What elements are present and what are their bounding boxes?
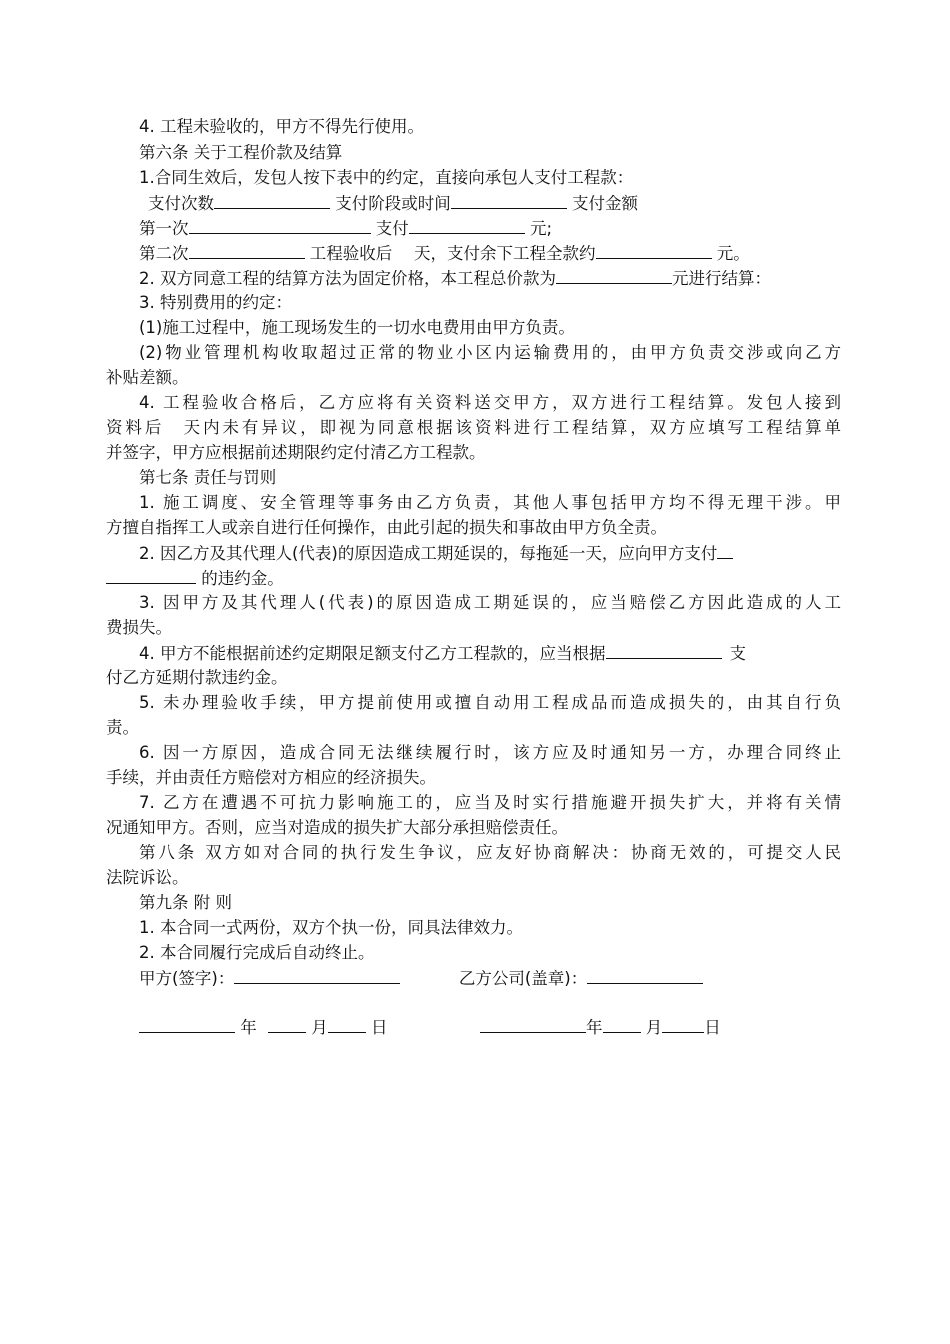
clause-line: (2)物业管理机构收取超过正常的物业小区内运输费用的，由甲方负责交涉或向乙方: [139, 343, 841, 362]
fill-blank[interactable]: [717, 541, 733, 559]
date-year-field[interactable]: [480, 1015, 586, 1033]
fill-blank[interactable]: [451, 191, 567, 209]
clause-line: 法院诉讼。: [106, 868, 189, 887]
clause-line: 方擅自指挥工人或亲自进行任何操作，由此引起的损失和事故由甲方负全责。: [106, 518, 667, 537]
date-line: [106, 1015, 841, 1040]
fill-blank[interactable]: [106, 566, 196, 584]
row-label: 元;: [530, 219, 553, 238]
col-label: 支付阶段或时间: [335, 194, 451, 213]
clause-line: 3. 特别费用的约定：: [139, 293, 292, 312]
clause-line: 补贴差额。: [106, 368, 189, 387]
date-month-field[interactable]: [268, 1015, 306, 1033]
clause-line: [106, 566, 841, 591]
clause-line: 责。: [106, 718, 139, 737]
clause-text: 2. 因乙方及其代理人(代表)的原因造成工期延误的，每拖延一天，应向甲方支付: [139, 544, 718, 563]
clause-line: 况通知甲方。否则，应当对造成的损失扩大部分承担赔偿责任。: [106, 818, 568, 837]
clause-line: [106, 541, 841, 566]
clause-line: 4. 工程验收合格后，乙方应将有关资料送交甲方，双方进行工程结算。发包人接到: [139, 393, 841, 412]
fill-blank[interactable]: [596, 241, 712, 259]
date-unit: 日: [371, 1018, 388, 1037]
col-label: 支付金额: [572, 194, 638, 213]
date-month-field[interactable]: [603, 1015, 641, 1033]
date-unit: 日: [704, 1018, 721, 1037]
row-label: 支付: [375, 219, 409, 238]
party-a-signature-field[interactable]: [234, 966, 400, 984]
date-unit: 年: [240, 1018, 257, 1037]
fill-blank[interactable]: [556, 266, 672, 284]
clause-line: 资料后 天内未有异议，即视为同意根据该资料进行工程结算，双方应填写工程结算单: [106, 418, 841, 437]
clause-line: 1. 施工调度、安全管理等事务由乙方负责，其他人事包括甲方均不得无理干涉。甲: [139, 493, 841, 512]
clause-line: (1)施工过程中，施工现场发生的一切水电费用由甲方负责。: [139, 318, 575, 337]
fill-blank[interactable]: [189, 241, 305, 259]
clause-line: 5. 未办理验收手续，甲方提前使用或擅自动用工程成品而造成损失的，由其自行负: [139, 693, 841, 712]
clause-line: 4. 工程未验收的，甲方不得先行使用。: [139, 117, 424, 136]
clause-line: 6. 因一方原因，造成合同无法继续履行时，该方应及时通知另一方，办理合同终止: [139, 743, 841, 762]
section-heading: 第九条 附 则: [139, 893, 232, 912]
clause-line: 1.合同生效后，发包人按下表中的约定，直接向承包人支付工程款：: [139, 168, 634, 187]
payment-row-first: [106, 216, 841, 241]
clause-line: [106, 641, 841, 666]
clause-text: 元进行结算：: [672, 269, 771, 288]
clause-line: [106, 266, 841, 291]
date-unit: 月: [311, 1018, 328, 1037]
row-label: 第二次: [139, 244, 189, 263]
clause-line: 3. 因甲方及其代理人(代表)的原因造成工期延误的，应当赔偿乙方因此造成的人工: [139, 593, 841, 612]
clause-line: 付乙方延期付款违约金。: [106, 668, 288, 687]
fill-blank[interactable]: [409, 216, 525, 234]
section-heading: 第六条 关于工程价款及结算: [139, 143, 343, 162]
clause-text: 2. 双方同意工程的结算方法为固定价格，本工程总价款为: [139, 269, 556, 288]
fill-blank[interactable]: [214, 191, 330, 209]
date-day-field[interactable]: [328, 1015, 366, 1033]
clause-text: 4. 甲方不能根据前述约定期限足额支付乙方工程款的，应当根据: [139, 644, 606, 663]
date-unit: 年: [586, 1018, 603, 1037]
row-label: 元。: [716, 244, 750, 263]
clause-text: 的违约金。: [201, 569, 284, 588]
section-heading: 第八条 双方如对合同的执行发生争议，应友好协商解决：协商无效的，可提交人民: [139, 843, 841, 862]
signature-line: [106, 966, 841, 991]
payment-table-header: [106, 191, 841, 216]
date-year-field[interactable]: [139, 1015, 235, 1033]
clause-line: 费损失。: [106, 618, 172, 637]
clause-text: 支: [729, 644, 746, 663]
clause-line: 7. 乙方在遭遇不可抗力影响施工的，应当及时实行措施避开损失扩大，并将有关情: [139, 793, 841, 812]
clause-line: 2. 本合同履行完成后自动终止。: [139, 943, 375, 962]
row-label: 第一次: [139, 219, 189, 238]
col-label: 支付次数: [148, 194, 214, 213]
party-a-label: 甲方(签字)：: [139, 969, 235, 988]
fill-blank[interactable]: [189, 216, 371, 234]
clause-line: 并签字，甲方应根据前述期限约定付清乙方工程款。: [106, 443, 486, 462]
clause-line: 1. 本合同一式两份，双方个执一份，同具法律效力。: [139, 918, 523, 937]
date-day-field[interactable]: [662, 1015, 704, 1033]
fill-blank[interactable]: [606, 641, 722, 659]
party-b-label: 乙方公司(盖章)：: [458, 969, 588, 988]
party-b-seal-field[interactable]: [587, 966, 703, 984]
row-label: 工程验收后 天，支付余下工程全款约: [309, 244, 596, 263]
payment-row-second: [106, 241, 841, 266]
section-heading: 第七条 责任与罚则: [139, 468, 277, 487]
date-unit: 月: [645, 1018, 663, 1037]
clause-line: 手续，并由责任方赔偿对方相应的经济损失。: [106, 768, 436, 787]
